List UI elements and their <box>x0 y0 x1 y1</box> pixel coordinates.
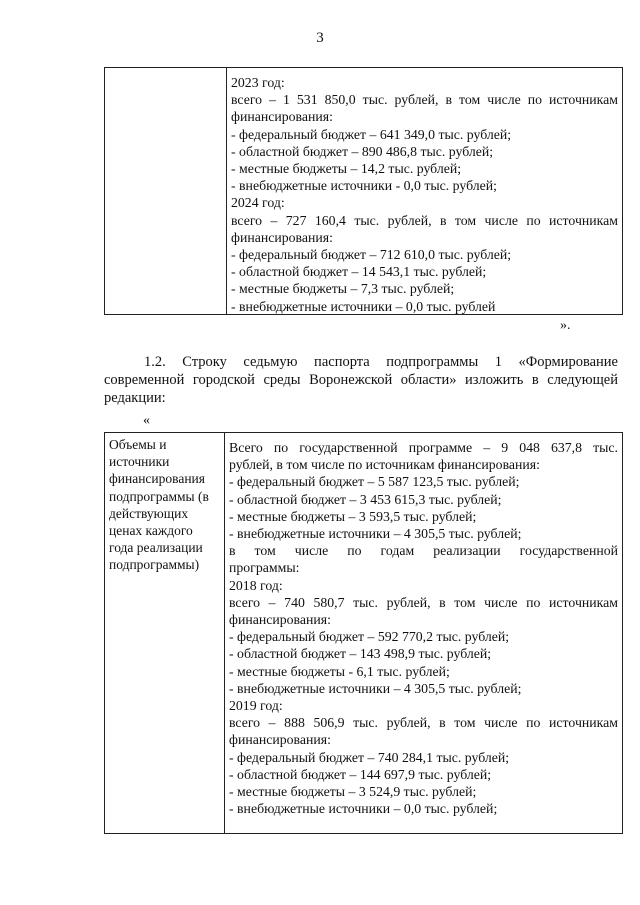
table2-left-line: источники <box>109 454 170 470</box>
table2-line: финансирования: <box>229 732 331 748</box>
table2-left-line: финансирования <box>109 471 205 487</box>
table2-line: - внебюджетные источники – 4 305,5 тыс. рублей; <box>229 526 522 542</box>
table1-right-cell <box>227 68 622 314</box>
table1-line: - федеральный бюджет – 641 349,0 тыс. рублей; <box>231 126 512 142</box>
table2-line: 2018 год: <box>229 577 283 593</box>
table2-line: в том числе по годам реализации государственной <box>229 543 618 559</box>
table1-line: 2024 год: <box>231 195 285 211</box>
closing-quote: ». <box>560 318 571 333</box>
table1-line: - местные бюджеты – 14,2 тыс. рублей; <box>231 161 462 177</box>
table2-left-cell <box>105 433 225 833</box>
paragraph-line: 1.2. Строку седьмую паспорта подпрограммы 1 «Формирование <box>144 354 618 370</box>
table2-left-line: ценах каждого <box>109 523 193 539</box>
table1-line: - местные бюджеты – 7,3 тыс. рублей; <box>231 281 455 297</box>
table2-line: - федеральный бюджет – 5 587 123,5 тыс. рублей; <box>229 474 520 490</box>
table1-line: - внебюджетные источники – 0,0 тыс. рублей <box>231 298 496 314</box>
table2-line: Всего по государственной программе – 9 048 637,8 тыс. <box>229 440 618 455</box>
table2-line: - федеральный бюджет – 740 284,1 тыс. рублей; <box>229 749 510 765</box>
table2-line: - внебюджетные источники – 4 305,5 тыс. рублей; <box>229 680 522 696</box>
table1-line: - внебюджетные источники - 0,0 тыс. рублей; <box>231 178 497 194</box>
table2-line: 2019 год: <box>229 698 283 714</box>
paragraph-line: редакции: <box>104 390 166 406</box>
funding-table-continued <box>104 67 623 315</box>
table1-line: - областной бюджет – 890 486,8 тыс. рублей; <box>231 143 494 159</box>
paragraph-line: современной городской среды Воронежской области» изложить в следующей <box>104 372 618 388</box>
table2-line: - местные бюджеты – 3 593,5 тыс. рублей; <box>229 508 477 524</box>
table1-line: всего – 727 160,4 тыс. рублей, в том числе по источникам <box>231 212 618 228</box>
table2-line: всего – 888 506,9 тыс. рублей, в том числе по источникам <box>229 715 618 731</box>
funding-table <box>104 432 623 834</box>
amendment-paragraph <box>104 353 618 407</box>
table1-line: всего – 1 531 850,0 тыс. рублей, в том числе по источникам <box>231 92 618 108</box>
table2-line: - федеральный бюджет – 592 770,2 тыс. рублей; <box>229 629 510 645</box>
table2-line: - местные бюджеты - 6,1 тыс. рублей; <box>229 663 450 679</box>
table2-line: всего – 740 580,7 тыс. рублей, в том числе по источникам <box>229 594 618 610</box>
table2-left-line: года реализации <box>109 540 203 556</box>
table2-line: рублей, в том числе по источникам финансирования: <box>229 457 540 473</box>
table2-line: - местные бюджеты – 3 524,9 тыс. рублей; <box>229 784 477 800</box>
table2-line: - внебюджетные источники – 0,0 тыс. рублей; <box>229 801 498 817</box>
table1-left-cell <box>105 68 227 314</box>
table2-line: - областной бюджет – 144 697,9 тыс. рублей; <box>229 766 492 782</box>
table2-line: - областной бюджет – 3 453 615,3 тыс. рублей; <box>229 491 502 507</box>
table2-left-line: подпрограммы (в <box>109 488 209 504</box>
page-number: 3 <box>316 30 324 46</box>
table1-line: 2023 год: <box>231 75 285 90</box>
table2-right-cell <box>225 433 622 833</box>
table1-line: финансирования: <box>231 229 333 245</box>
table2-left-line: Объемы и <box>109 437 167 452</box>
table2-line: программы: <box>229 560 300 576</box>
table2-line: - областной бюджет – 143 498,9 тыс. рублей; <box>229 646 492 662</box>
table1-line: - областной бюджет – 14 543,1 тыс. рублей; <box>231 264 487 280</box>
opening-quote: « <box>143 413 150 428</box>
table1-line: - федеральный бюджет – 712 610,0 тыс. рублей; <box>231 247 512 263</box>
table2-left-line: действующих <box>109 505 189 521</box>
table2-left-line: подпрограммы) <box>109 557 200 573</box>
table2-line: финансирования: <box>229 612 331 628</box>
table1-line: финансирования: <box>231 109 333 125</box>
